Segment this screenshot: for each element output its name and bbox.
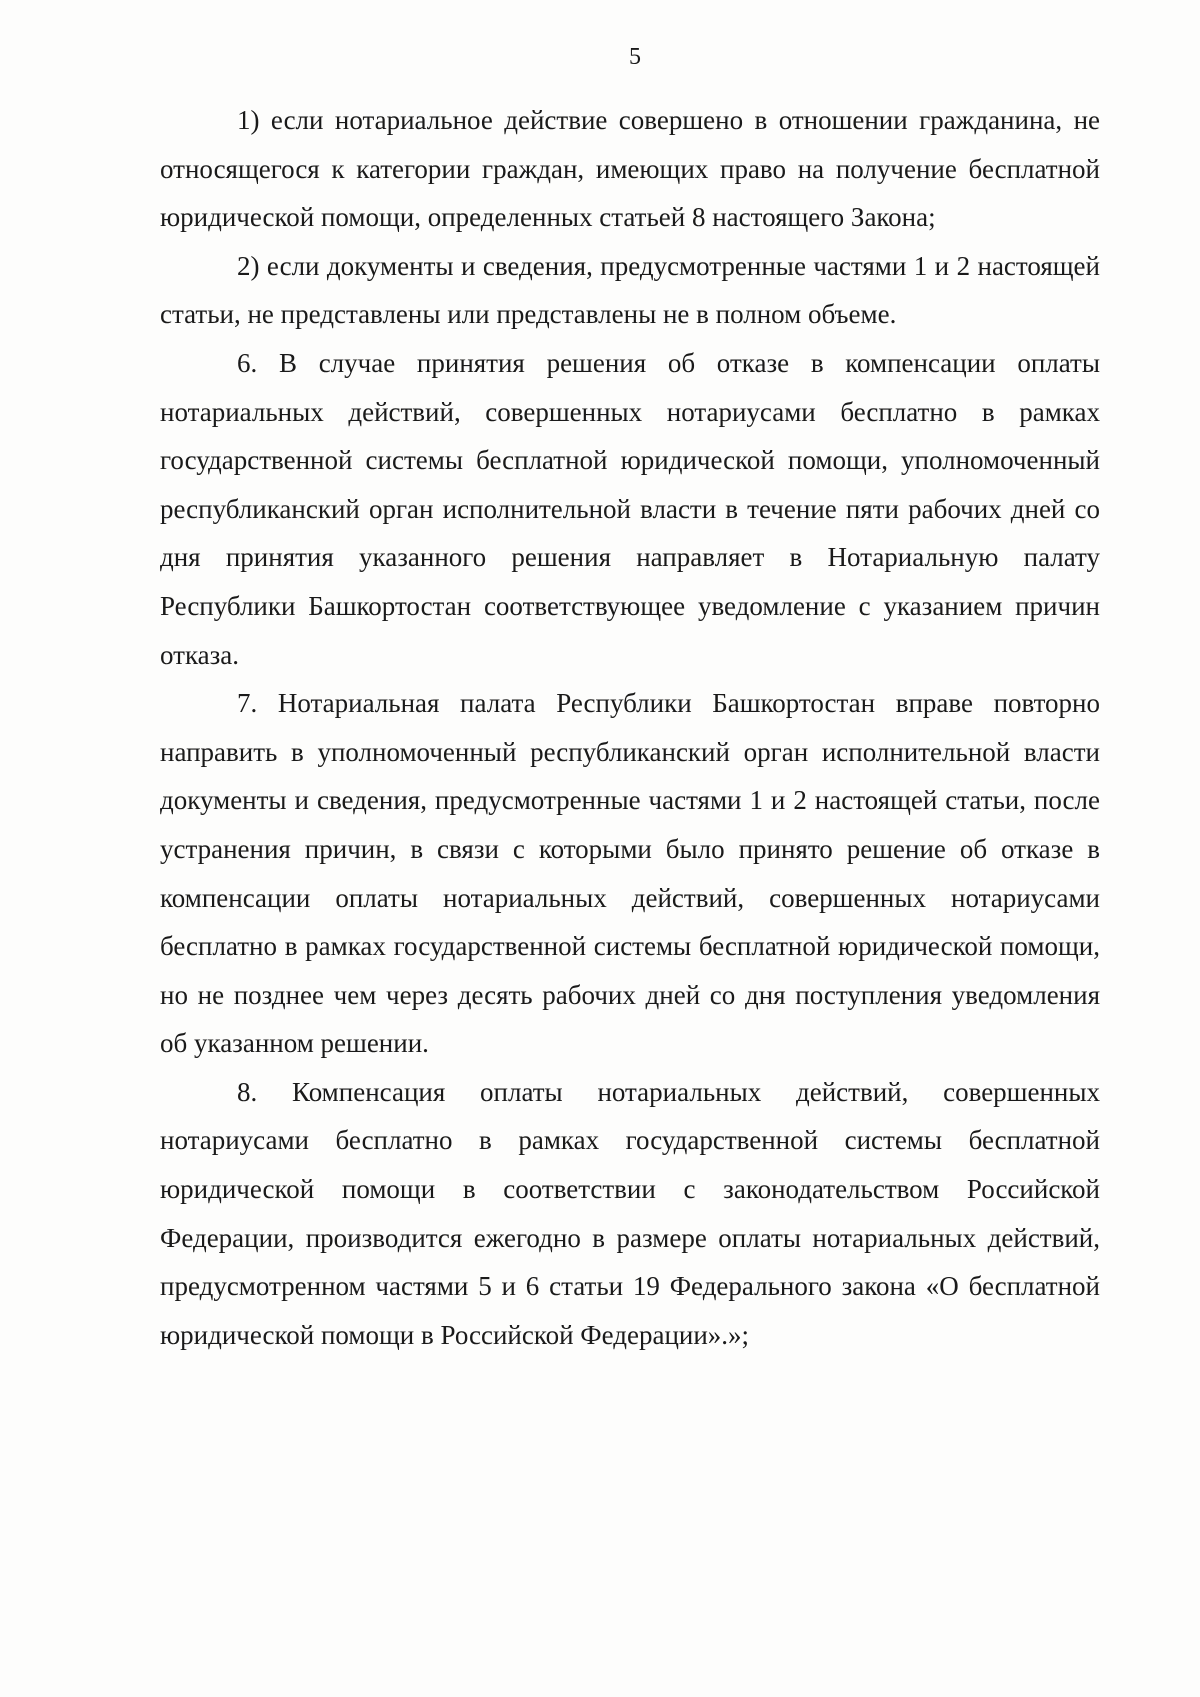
paragraph-part-7: 7. Нотариальная палата Республики Башкортостан вправе повторно направить в уполномоченный республиканский орган исполнительной власти документы и сведения, предусмотренные частями 1 и 2 настоящей статьи, после устранения причин, в связи с которыми было принято решение об отказе в компенсации оплаты нотариальных действий, совершенных нотариусами бесплатно в рамках государственной системы бесплатной юридической помощи, но не позднее чем через десять рабочих дней со дня поступления уведомления об указанном решении. (160, 688, 1100, 1059)
document-body (160, 96, 1100, 1359)
paragraph-part-6: 6. В случае принятия решения об отказе в компенсации оплаты нотариальных действий, совершенных нотариусами бесплатно в рамках государственной системы бесплатной юридической помощи, уполномоченный республиканский орган исполнительной власти в течение пяти рабочих дней со дня принятия указанного решения направляет в Нотариальную палату Республики Башкортостан соответствующее уведомление с указанием причин отказа. (160, 347, 1100, 670)
paragraph-item-2: 2) если документы и сведения, предусмотренные частями 1 и 2 настоящей статьи, не представлены или представлены не в полном объеме. (160, 250, 1100, 330)
paragraph-part-8: 8. Компенсация оплаты нотариальных действий, совершенных нотариусами бесплатно в рамках государственной системы бесплатной юридической помощи в соответствии с законодательством Российской Федерации, производится ежегодно в размере оплаты нотариальных действий, предусмотренном частями 5 и 6 статьи 19 Федерального закона «О бесплатной юридической помощи в Российской Федерации».»; (160, 1076, 1100, 1350)
page-number: 5 (629, 44, 641, 70)
paragraph-item-1: 1) если нотариальное действие совершено в отношении гражданина, не относящегося к категории граждан, имеющих право на получение бесплатной юридической помощи, определенных статьей 8 настоящего Закона; (160, 105, 1100, 233)
